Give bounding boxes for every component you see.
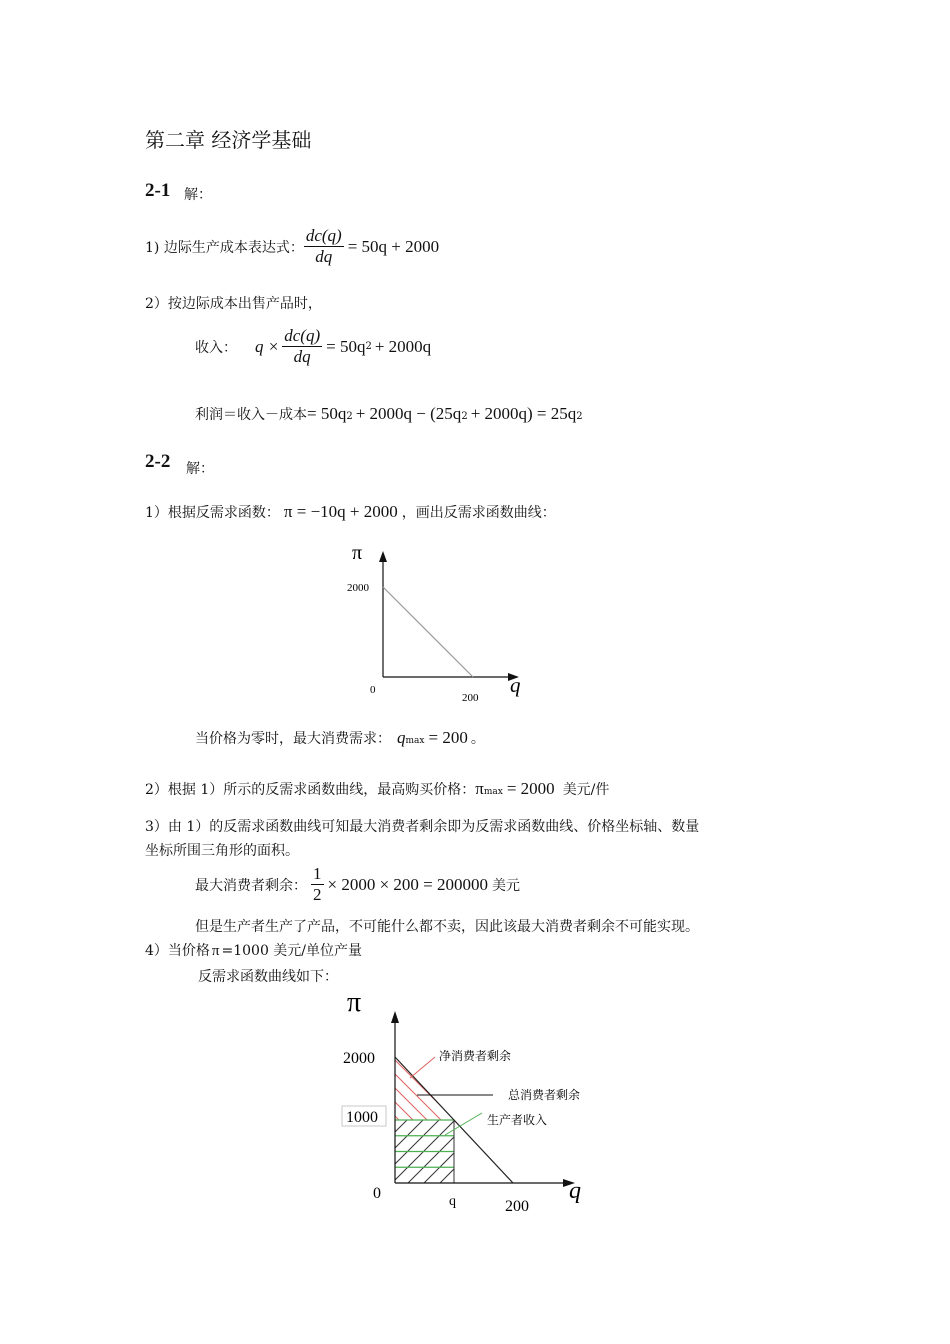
solve-label: 解：	[184, 187, 212, 203]
price-1000-prefix: 4）当价格	[145, 943, 210, 959]
annotation-producer-revenue: 生产者收入	[487, 1113, 548, 1127]
surplus-chart	[335, 985, 600, 1220]
exponent: 2	[365, 341, 372, 352]
max-price-rhs: = 2000	[506, 779, 555, 798]
y-tick-label: 1000	[346, 1109, 378, 1126]
x-axis-label: q	[510, 673, 521, 697]
max-surplus-line	[195, 864, 520, 905]
inverse-demand-equation: π = −10q + 2000	[283, 502, 398, 521]
fraction-numerator: dc(q)	[305, 226, 342, 245]
surplus-explanation-line2: 坐标所围三角形的面积。	[145, 843, 299, 859]
max-price-prefix: 2）根据 1）所示的反需求函数曲线，最高购买价格：	[145, 782, 476, 798]
income-rhs-b: + 2000q	[374, 336, 432, 356]
x-axis-label: q	[569, 1178, 581, 1204]
income-label: 收入：	[195, 339, 237, 356]
marginal-cost-prefix: 1) 边际生产成本表达式：	[145, 239, 304, 256]
y-tick-label: 2000	[343, 1050, 375, 1067]
max-demand-prefix: 当价格为零时，最大消费需求：	[195, 731, 391, 747]
solve-label: 解：	[186, 461, 214, 477]
inverse-demand-prefix: 1）根据反需求函数：	[145, 505, 280, 521]
exponent: 2	[461, 411, 468, 422]
marginal-cost-rhs: = 50q + 2000	[347, 236, 440, 256]
exponent: 2	[576, 411, 583, 422]
profit-line	[195, 404, 583, 424]
max-price-line	[145, 779, 609, 799]
max-surplus-label: 最大消费者剩余：	[195, 877, 307, 894]
y-axis-label: π	[352, 542, 363, 564]
fraction-denominator: dq	[315, 247, 333, 266]
inverse-demand-line	[145, 502, 556, 522]
y-axis-label: π	[347, 987, 362, 1018]
hatch-line	[395, 1072, 455, 1132]
max-price-pi: π	[475, 779, 484, 798]
annotation-net-consumer-surplus: 净消费者剩余	[439, 1049, 512, 1063]
x-tick-label: 0	[373, 1185, 381, 1202]
marginal-cost-fraction	[304, 226, 344, 267]
producer-note: 但是生产者生产了产品，不可能什么都不卖，因此该最大消费者剩余不可能实现。	[195, 919, 699, 935]
max-price-unit: 美元/件	[562, 782, 610, 798]
profit-c: + 2000q) = 25q	[470, 404, 577, 423]
hatch-line	[395, 1144, 455, 1204]
x-tick-label: 200	[462, 692, 479, 704]
section-heading-2-2: 2-2	[145, 451, 171, 472]
half-fraction	[311, 864, 324, 905]
annotation-leader	[410, 1057, 435, 1078]
max-subscript: max	[405, 736, 425, 746]
max-demand-end: 。	[470, 731, 485, 747]
price-pi: π	[211, 943, 220, 959]
max-demand-q: q	[397, 728, 406, 747]
hatch-line	[395, 1074, 455, 1134]
fraction-denominator: dq	[293, 347, 311, 366]
exponent: 2	[346, 411, 353, 422]
price-1000-suffix: =1000 美元/单位产量	[221, 943, 363, 959]
surplus-explanation-line1: 3）由 1）的反需求函数曲线可知最大消费者剩余即为反需求函数曲线、价格坐标轴、数量	[145, 819, 700, 835]
inverse-demand-suffix: ，画出反需求函数曲线：	[401, 505, 556, 521]
income-line	[195, 326, 431, 367]
y-tick-label: 2000	[347, 582, 369, 594]
fraction-numerator: 1	[313, 864, 322, 883]
marginal-cost-line	[145, 226, 439, 267]
chapter-title: 第二章 经济学基础	[145, 128, 312, 152]
section-heading-2-1: 2-1	[145, 180, 171, 201]
profit-b: + 2000q − (25q	[355, 404, 462, 423]
income-rhs-a: = 50q	[326, 336, 366, 356]
y-axis-arrow	[379, 551, 387, 562]
x-tick-label: 200	[505, 1198, 529, 1215]
price-1000-line	[145, 940, 362, 960]
sell-at-marginal-cost: 2）按边际成本出售产品时，	[145, 296, 322, 312]
annotation-total-consumer-surplus: 总消费者剩余	[508, 1088, 581, 1102]
hatch-line	[395, 1120, 455, 1180]
hatch-line	[395, 1216, 455, 1220]
curve-below-label: 反需求函数曲线如下：	[198, 969, 338, 985]
hatch-line	[395, 1152, 455, 1212]
hatch-line	[395, 1136, 455, 1196]
x-tick-label: 0	[370, 684, 376, 696]
hatch-line	[395, 1200, 455, 1220]
hatch-line	[395, 1168, 455, 1220]
fraction-numerator: dc(q)	[284, 326, 321, 345]
x-tick-label: q	[449, 1194, 456, 1209]
y-axis-arrow	[391, 1011, 399, 1023]
income-q: q ×	[255, 336, 280, 356]
hatch-line	[395, 1184, 455, 1220]
income-fraction	[282, 326, 322, 367]
profit-label: 利润＝收入－成本	[195, 407, 307, 423]
inverse-demand-chart	[330, 535, 530, 710]
max-subscript: max	[483, 787, 503, 797]
demand-line	[383, 587, 473, 677]
max-demand-line	[195, 728, 485, 748]
max-demand-rhs: = 200	[428, 728, 468, 747]
max-surplus-rhs: × 2000 × 200 = 200000	[327, 874, 489, 894]
fraction-denominator: 2	[313, 885, 322, 904]
profit-a: = 50q	[307, 404, 347, 423]
max-surplus-unit: 美元	[492, 877, 521, 894]
